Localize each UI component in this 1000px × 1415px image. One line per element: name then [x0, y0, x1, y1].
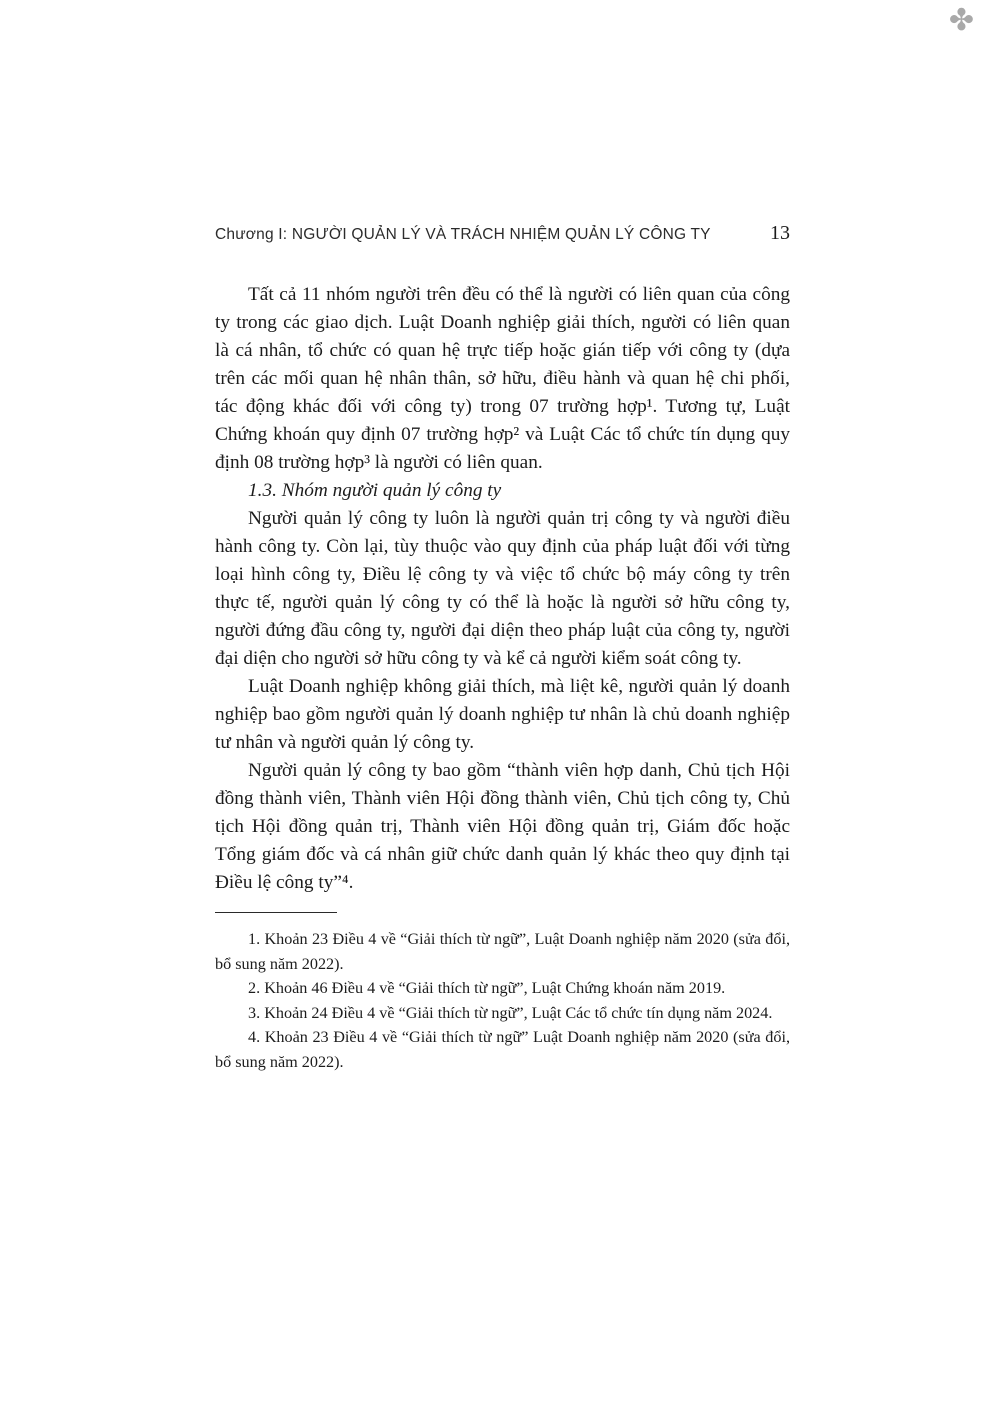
- body-paragraph: Người quản lý công ty luôn là người quản trị công ty và người điều hành công ty. Còn lại, tùy thuộc vào quy định của pháp luật đối với từng loại hình công ty, Điều lệ công ty và việc tổ chức bộ máy công ty trên thực tế, người quản lý công ty có thể là hoặc là người sở hữu công ty, người đứng đầu công ty, người đại diện theo pháp luật của công ty, người đại diện cho người sở hữu công ty và kể cả người kiểm soát công ty.: [215, 508, 790, 669]
- footnotes-section: [215, 927, 790, 1074]
- footnote: 1. Khoản 23 Điều 4 về “Giải thích từ ngữ”, Luật Doanh nghiệp năm 2020 (sửa đổi, bổ sung năm 2022).: [215, 930, 790, 973]
- footnote: 2. Khoản 46 Điều 4 về “Giải thích từ ngữ”, Luật Chứng khoán năm 2019.: [248, 979, 726, 997]
- footnote-separator: [215, 912, 337, 913]
- decorative-flower-icon: ✤: [948, 4, 974, 37]
- body-paragraph: Luật Doanh nghiệp không giải thích, mà liệt kê, người quản lý doanh nghiệp bao gồm người quản lý doanh nghiệp tư nhân là chủ doanh nghiệp tư nhân và người quản lý công ty.: [215, 676, 790, 753]
- section-heading: 1.3. Nhóm người quản lý công ty: [248, 480, 502, 501]
- footnote: 4. Khoản 23 Điều 4 về “Giải thích từ ngữ” Luật Doanh nghiệp năm 2020 (sửa đổi, bổ sung năm 2022).: [215, 1028, 790, 1071]
- body-paragraph: Người quản lý công ty bao gồm “thành viên hợp danh, Chủ tịch Hội đồng thành viên, Thành viên Hội đồng thành viên, Chủ tịch công ty, Chủ tịch Hội đồng quản trị, Thành viên Hội đồng quản trị, Giám đốc hoặc Tổng giám đốc và cá nhân giữ chức danh quản lý khác theo quy định tại Điều lệ công ty”⁴.: [215, 760, 790, 893]
- body-paragraph: Tất cả 11 nhóm người trên đều có thể là người có liên quan của công ty trong các giao dịch. Luật Doanh nghiệp giải thích, người có liên quan là cá nhân, tổ chức có quan hệ trực tiếp hoặc gián tiếp với công ty (dựa trên các mối quan hệ nhân thân, sở hữu, điều hành và quan hệ chi phối, tác động khác đối với công ty) trong 07 trường hợp¹. Tương tự, Luật Chứng khoán quy định 07 trường hợp² và Luật Các tổ chức tín dụng quy định 08 trường hợp³ là người có liên quan.: [215, 284, 790, 473]
- page-header: [215, 222, 790, 245]
- page-body: [215, 281, 790, 897]
- page-number: 13: [770, 222, 790, 244]
- footnote: 3. Khoản 24 Điều 4 về “Giải thích từ ngữ”, Luật Các tổ chức tín dụng năm 2024.: [248, 1003, 773, 1022]
- chapter-title: Chương I: NGƯỜI QUẢN LÝ VÀ TRÁCH NHIỆM QUẢN LÝ CÔNG TY: [215, 226, 711, 243]
